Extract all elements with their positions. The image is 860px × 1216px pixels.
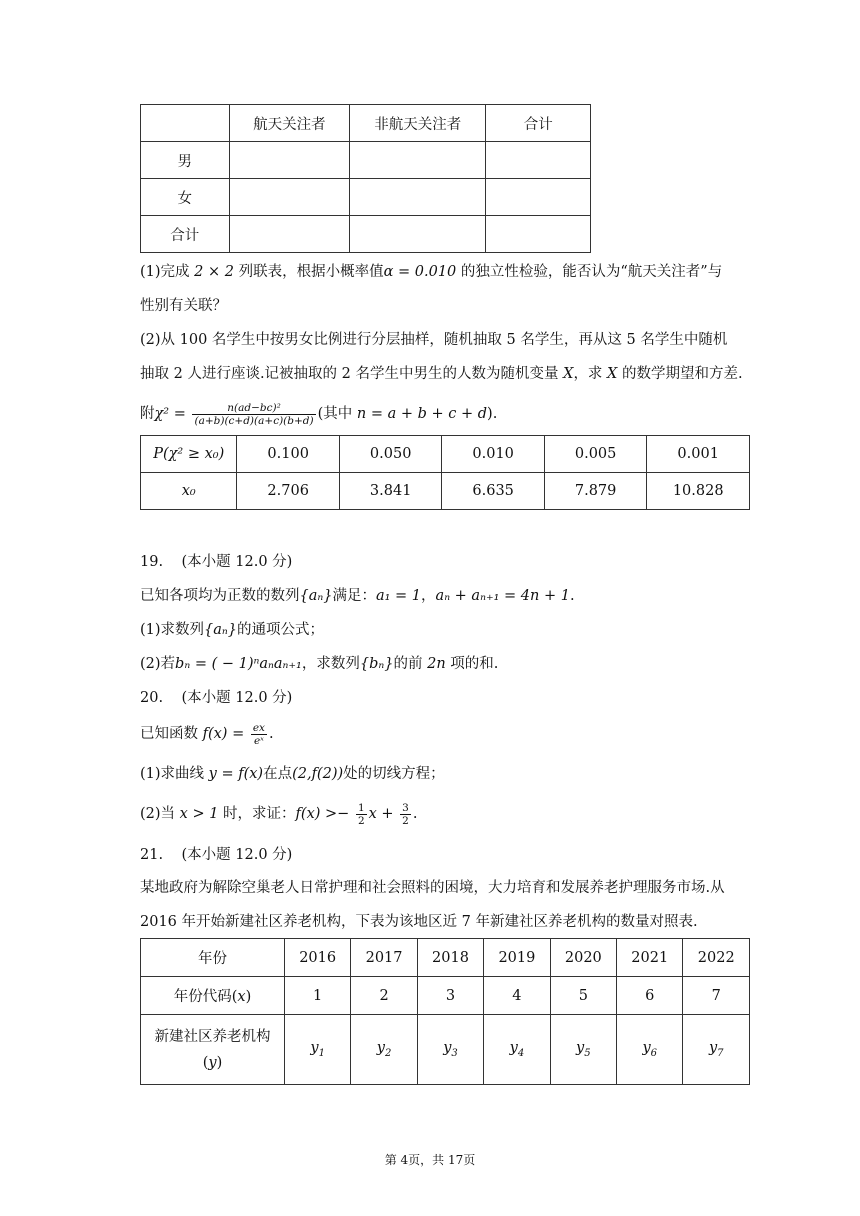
table-cell [229, 142, 349, 179]
q18-part2-line1: (2)从 100 名学生中按男女比例进行分层抽样，随机抽取 5 名学生，再从这 5 名学生中随机 [140, 332, 728, 348]
table-row [141, 977, 750, 1015]
table-cell: 10.828 [647, 473, 750, 510]
q19-part1: (1)求数列{aₙ}的通项公式； [140, 622, 325, 638]
table-cell: x₀ [141, 473, 237, 510]
table-cell: 2017 [351, 939, 417, 977]
table-cell: 6 [617, 977, 683, 1015]
q18-part1-line1: (1)完成 2 × 2 列联表，根据小概率值α = 0.010 的独立性检验，能否认为“航天关注者”与 [140, 264, 723, 280]
critical-value-table [140, 435, 750, 510]
table-cell: 2021 [617, 939, 683, 977]
table-cell: 3.841 [339, 473, 441, 510]
table-cell: 年份代码(x) [141, 977, 285, 1015]
table-cell: 男 [141, 142, 230, 179]
table-cell: 5 [550, 977, 616, 1015]
table-cell [141, 105, 230, 142]
table-cell: P(χ² ≥ x₀) [141, 436, 237, 473]
table-cell: 6.635 [442, 473, 544, 510]
q20-part2: (2)当 x > 1 时，求证：f(x) >− $\frac{1}{2}$ x + $\frac{3}{2}$ . [140, 801, 418, 827]
table-cell [229, 179, 349, 216]
half-fraction: $\frac{1}{2}$ [357, 801, 365, 827]
table-cell: 0.100 [237, 436, 339, 473]
page-footer: 第 4页，共 17页 [384, 1153, 476, 1167]
contingency-table [140, 104, 591, 253]
table-cell: 2.706 [237, 473, 339, 510]
table-row [141, 939, 750, 977]
table-cell: 3 [417, 977, 483, 1015]
table-cell [350, 142, 486, 179]
table-cell [486, 179, 591, 216]
table-row [141, 1015, 750, 1085]
table-cell: 0.050 [339, 436, 441, 473]
table-cell: 2020 [550, 939, 616, 977]
table-row [141, 473, 750, 510]
table-cell: 合计 [141, 216, 230, 253]
function-fraction: $\frac{ex}{\text{eˣ}}$ [252, 721, 265, 747]
q21-stem-line1: 某地政府为解除空巢老人日常护理和社会照料的困境，大力培育和发展养老护理服务市场.从 [140, 880, 725, 896]
table-cell: 4 [484, 977, 550, 1015]
table-cell [229, 216, 349, 253]
q19-stem: 已知各项均为正数的数列{aₙ}满足：a₁ = 1，aₙ + aₙ₊₁ = 4n + 1. [140, 588, 575, 604]
q20-stem: 已知函数 f(x) = $\frac{ex}{\text{eˣ}}$ . [140, 721, 274, 747]
table-cell: $y_7$ [683, 1015, 750, 1085]
table-cell: 女 [141, 179, 230, 216]
elderly-care-table [140, 938, 750, 1085]
three-halves-fraction: $\frac{3}{2}$ [402, 801, 409, 827]
table-cell: 0.001 [647, 436, 750, 473]
q18-part2-line2: 抽取 2 人进行座谈.记被抽取的 2 名学生中男生的人数为随机变量 X，求 X 的数学期望和方差. [140, 366, 743, 382]
q19-part2: (2)若bₙ = ( − 1)ⁿaₙaₙ₊₁，求数列{bₙ}的前 2n 项的和. [140, 656, 499, 672]
table-cell: $y_6$ [617, 1015, 683, 1085]
q19-heading: 19. (本小题 12.0 分) [140, 554, 293, 570]
q18-part1-line2: 性别有关联？ [140, 298, 227, 314]
table-cell: $y_2$ [351, 1015, 417, 1085]
table-cell [350, 216, 486, 253]
q20-heading: 20. (本小题 12.0 分) [140, 690, 293, 706]
table-cell [486, 142, 591, 179]
table-row [141, 216, 591, 253]
table-cell: $y_4$ [484, 1015, 550, 1085]
table-row [141, 105, 591, 142]
table-cell: 新建社区养老机构 (y) [141, 1015, 285, 1085]
table-cell: $y_1$ [284, 1015, 350, 1085]
table-cell: 2019 [484, 939, 550, 977]
q21-heading: 21. (本小题 12.0 分) [140, 847, 293, 863]
table-cell: $y_5$ [550, 1015, 616, 1085]
table-cell: 年份 [141, 939, 285, 977]
table-cell: 7 [683, 977, 750, 1015]
table-cell: 0.005 [544, 436, 646, 473]
table-row [141, 142, 591, 179]
table-cell: 2 [351, 977, 417, 1015]
table-cell: 2016 [284, 939, 350, 977]
table-cell: 非航天关注者 [350, 105, 486, 142]
table-cell [350, 179, 486, 216]
chi-square-formula: 附χ² = $\frac{\text{n(ad−bc)²}}{(a+b)(c+d)(a+c)(b+d)}$ (其中 n = a + b + c + d). [140, 401, 498, 427]
table-cell: 2018 [417, 939, 483, 977]
table-cell [486, 216, 591, 253]
table-cell: 1 [284, 977, 350, 1015]
table-cell: 7.879 [544, 473, 646, 510]
table-cell: 0.010 [442, 436, 544, 473]
table-cell: 航天关注者 [229, 105, 349, 142]
q20-part1: (1)求曲线 y = f(x)在点(2,f(2))处的切线方程； [140, 766, 445, 782]
table-row [141, 436, 750, 473]
table-row [141, 179, 591, 216]
table-cell: 2022 [683, 939, 750, 977]
q21-stem-line2: 2016 年开始新建社区养老机构，下表为该地区近 7 年新建社区养老机构的数量对照表. [140, 914, 698, 930]
formula-fraction: $\frac{\text{n(ad−bc)²}}{(a+b)(c+d)(a+c)(b+d)}$ [194, 401, 314, 427]
table-cell: $y_3$ [417, 1015, 483, 1085]
table-cell: 合计 [486, 105, 591, 142]
